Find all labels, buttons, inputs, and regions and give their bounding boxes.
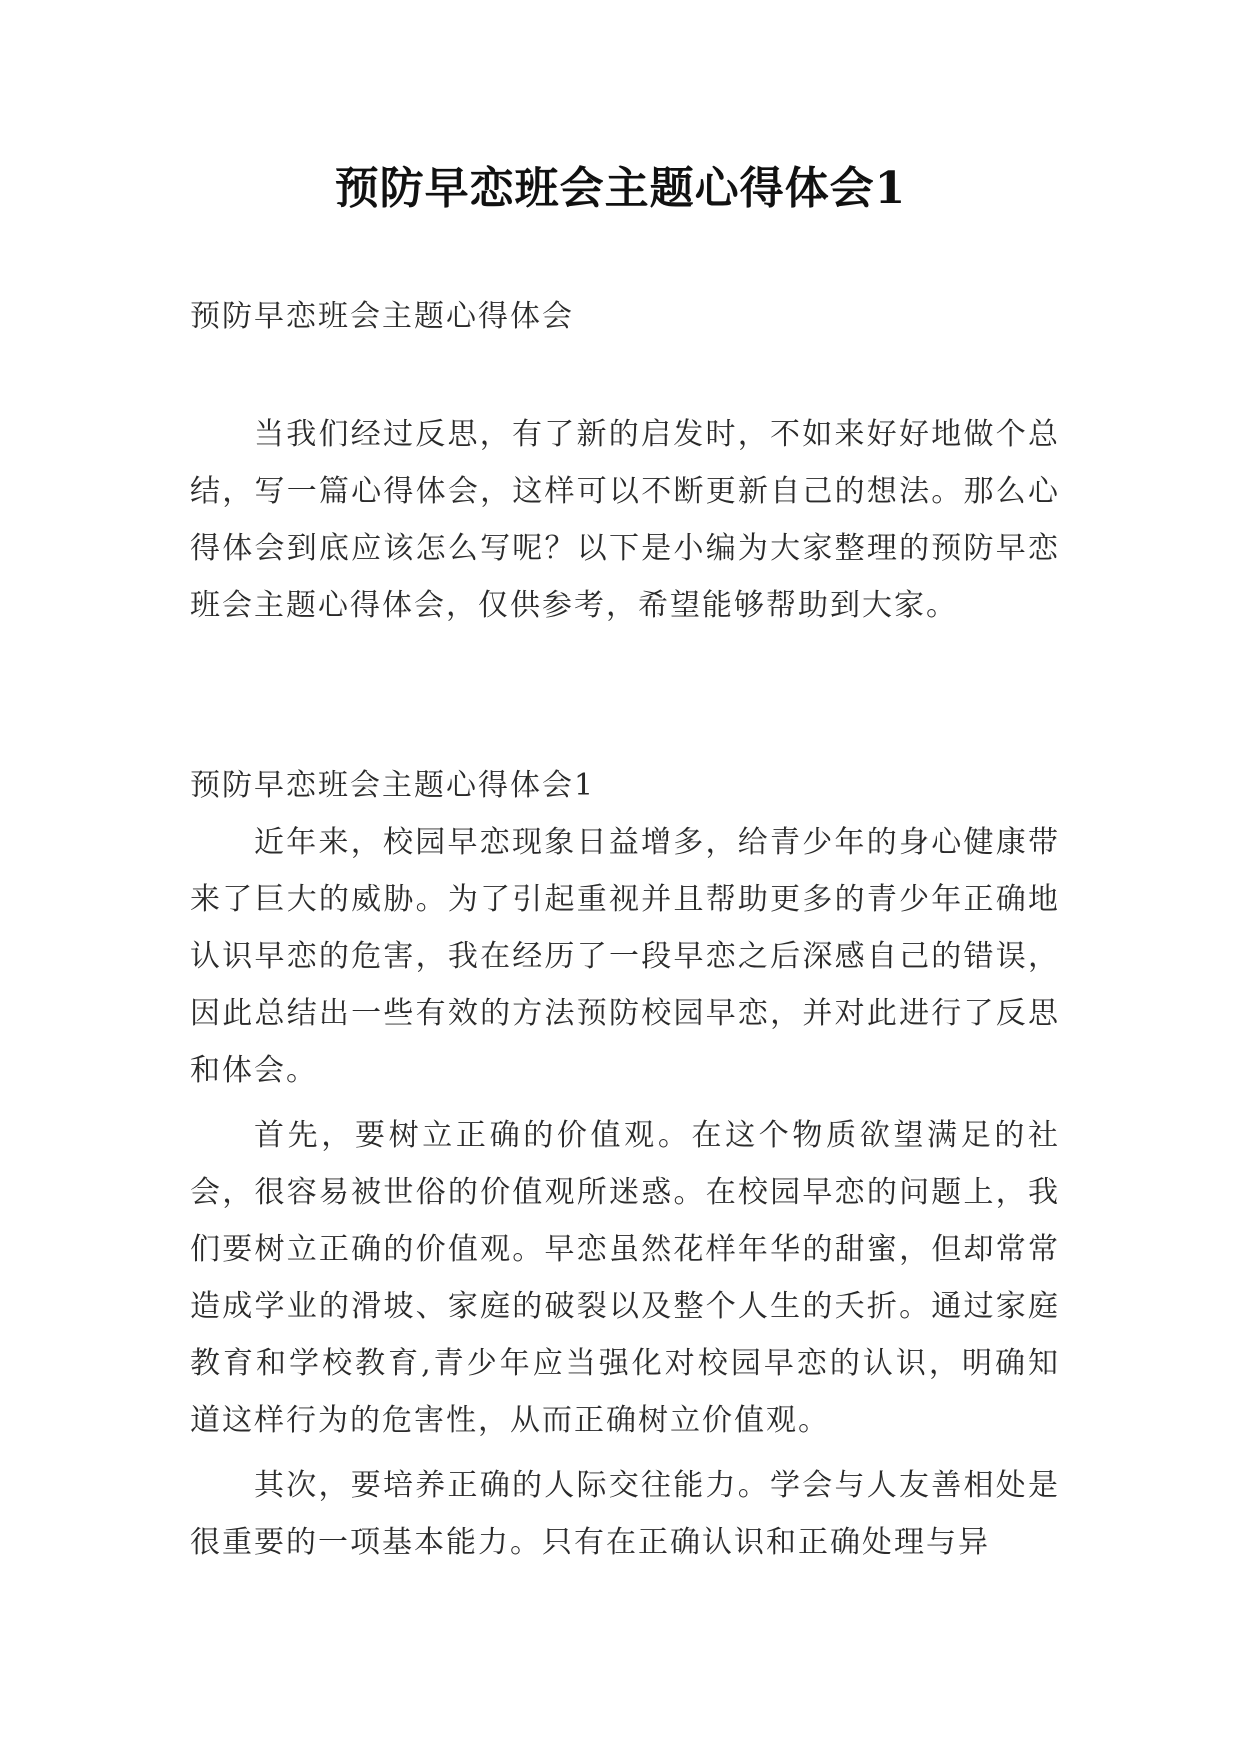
document-subtitle: 预防早恋班会主题心得体会	[190, 299, 574, 334]
body-paragraphs	[190, 814, 1060, 1571]
intro-paragraph	[190, 406, 1060, 634]
intro-text: 当我们经过反思，有了新的启发时，不如来好好地做个总结，写一篇心得体会，这样可以不断更新自己的想法。那么心得体会到底应该怎么写呢？以下是小编为大家整理的预防早恋班会主题心得体会，仅供参考，希望能够帮助到大家。	[190, 417, 1060, 623]
body-paragraph: 首先，要树立正确的价值观。在这个物质欲望满足的社会，很容易被世俗的价值观所迷惑。在校园早恋的问题上，我们要树立正确的价值观。早恋虽然花样年华的甜蜜，但却常常造成学业的滑坡、家庭的破裂以及整个人生的夭折。通过家庭教育和学校教育,青少年应当强化对校园早恋的认识，明确知道这样行为的危害性，从而正确树立价值观。	[190, 1118, 1060, 1438]
document-title: 预防早恋班会主题心得体会1	[334, 163, 907, 214]
section-heading: 预防早恋班会主题心得体会1	[190, 768, 596, 803]
body-paragraph: 近年来，校园早恋现象日益增多，给青少年的身心健康带来了巨大的威胁。为了引起重视并且帮助更多的青少年正确地认识早恋的危害，我在经历了一段早恋之后深感自己的错误，因此总结出一些有效的方法预防校园早恋，并对此进行了反思和体会。	[190, 825, 1060, 1088]
body-paragraph: 其次，要培养正确的人际交往能力。学会与人友善相处是很重要的一项基本能力。只有在正确认识和正确处理与异	[190, 1468, 1060, 1560]
